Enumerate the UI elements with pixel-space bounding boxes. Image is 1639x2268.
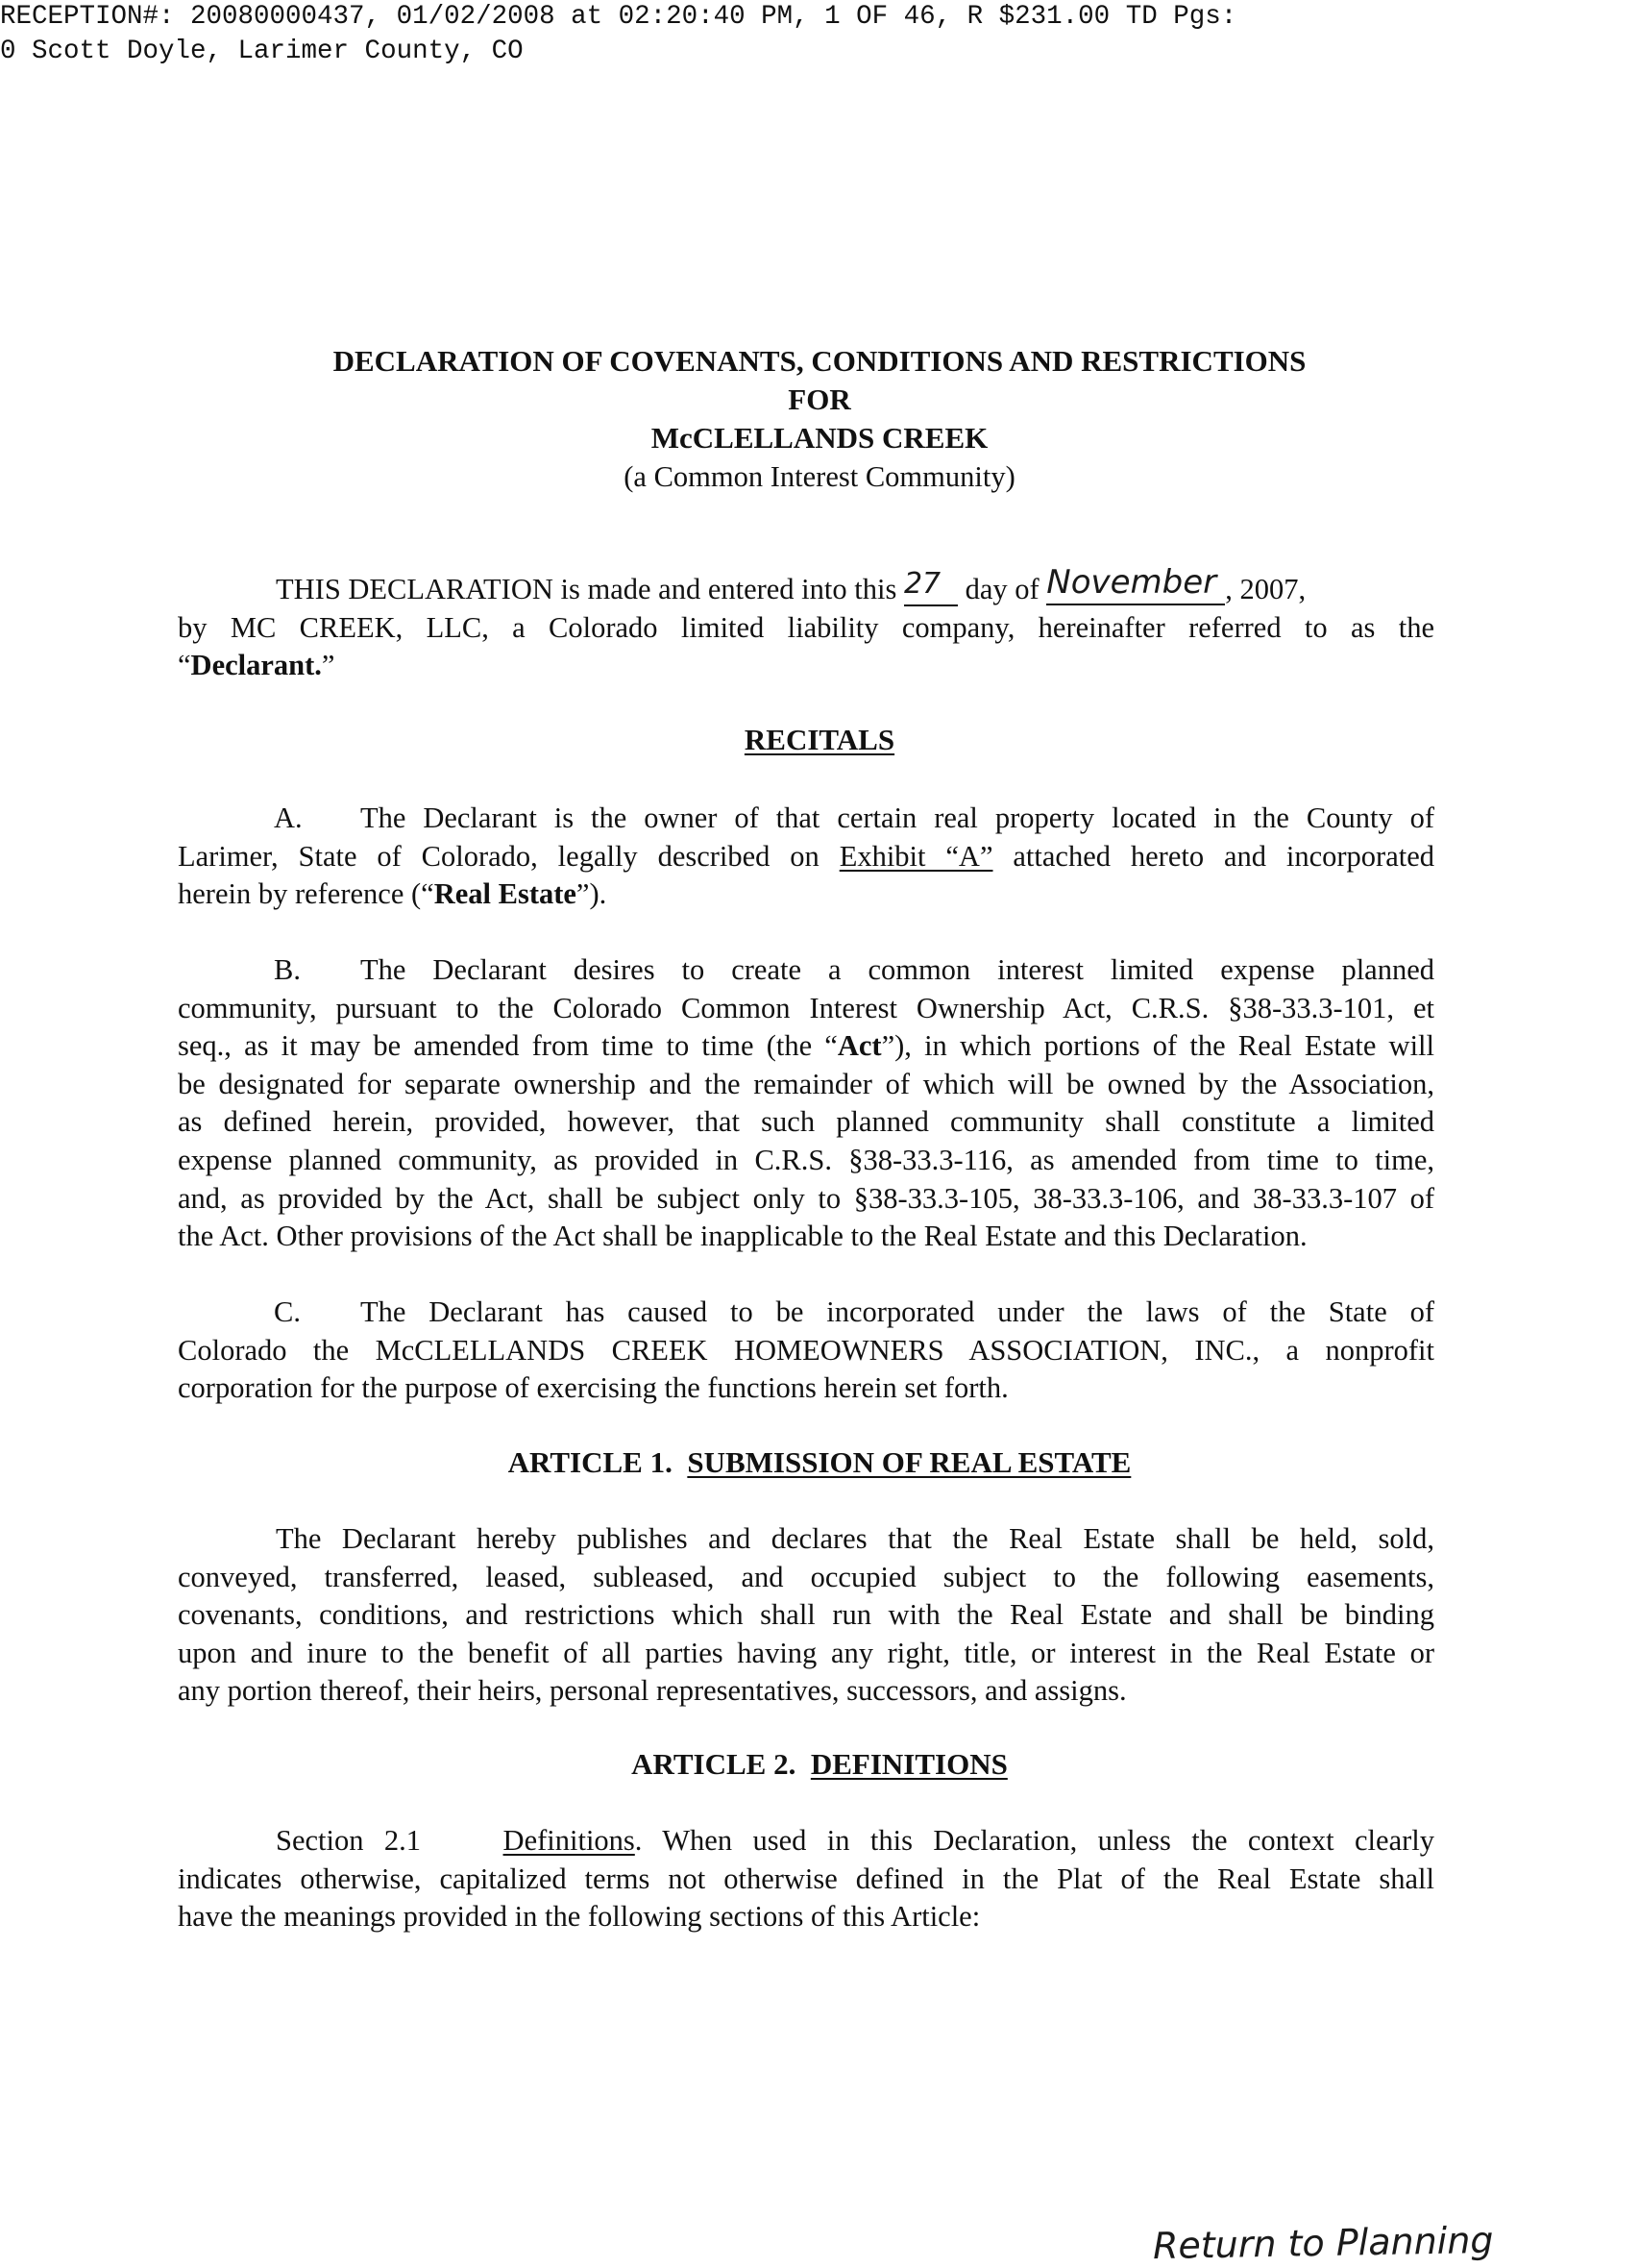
article-2-line-2: indicates otherwise, capitalized terms not otherwise defined in the Plat of the Real Estate shall: [178, 1861, 1434, 1895]
recital-a-line-3a: herein by reference (“: [178, 877, 434, 911]
article-1-line-3: covenants, conditions, and restrictions which shall run with the Real Estate and shall be binding: [178, 1598, 1434, 1632]
month-handwritten: November: [1046, 563, 1217, 602]
exhibit-a-reference: Exhibit “A”: [839, 839, 993, 873]
article-1-line-1: The Declarant hereby publishes and declares that the Real Estate shall be held, sold,: [276, 1522, 1434, 1555]
section-2-1-label: Section 2.1: [276, 1824, 421, 1857]
act-term: Act: [837, 1029, 882, 1063]
article-2-body: [178, 1822, 1434, 1936]
real-estate-term: Real Estate: [433, 877, 576, 911]
article-1-line-5: any portion thereof, their heirs, personal representatives, successors, and assigns.: [178, 1674, 1127, 1708]
recital-b-line-3a: seq., as it may be amended from time to time (the “: [178, 1029, 838, 1063]
title-line-3: McCLELLANDS CREEK: [650, 421, 989, 455]
recital-b-line-5: as defined herein, provided, however, that such planned community shall constitute a limited: [178, 1105, 1434, 1139]
declarant-term: Declarant.: [190, 649, 322, 682]
article-2-line-1: . When used in this Declaration, unless the context clearly: [634, 1824, 1434, 1857]
intro-text-3: , 2007,: [1225, 573, 1307, 605]
recital-b-line-6: expense planned community, as provided in C.R.S. §38-33.3-116, as amended from time to time,: [178, 1143, 1434, 1176]
day-handwritten: 27: [903, 567, 942, 601]
recital-b-line-2: community, pursuant to the Colorado Common Interest Ownership Act, C.R.S. §38-33.3-101, et: [178, 991, 1434, 1024]
recital-c-line-1: The Declarant has caused to be incorporated under the laws of the State of: [360, 1295, 1434, 1328]
recital-a-line-1: The Declarant is the owner of that certain real property located in the County of: [360, 801, 1434, 834]
article-2-line-3: have the meanings provided in the following sections of this Article:: [178, 1900, 981, 1934]
intro-line-2: by MC CREEK, LLC, a Colorado limited liability company, hereinafter referred to as the: [178, 610, 1434, 644]
recital-c-line-3: corporation for the purpose of exercising the functions herein set forth.: [178, 1371, 1009, 1405]
quote-open: “: [178, 649, 191, 682]
article-1-body: [178, 1520, 1434, 1711]
day-fill-blank: [903, 567, 958, 606]
article-2-title: DEFINITIONS: [810, 1747, 1008, 1781]
title-line-2: FOR: [788, 382, 851, 416]
recital-b-line-3b: ”), in which portions of the Real Estate will: [881, 1029, 1435, 1063]
recital-b-label: B.: [274, 953, 301, 986]
article-2-heading: [0, 1747, 1639, 1782]
intro-line-3: [178, 647, 1434, 685]
intro-text-1: THIS DECLARATION is made and entered into this: [276, 573, 897, 605]
recital-b-line-7: and, as provided by the Act, shall be subject only to §38-33.3-105, 38-33.3-106, and 38-33.3-107 of: [178, 1181, 1434, 1215]
article-1-heading: [0, 1445, 1639, 1480]
recital-c-label: C.: [274, 1295, 301, 1328]
recording-header-line-1: RECEPTION#: 20080000437, 01/02/2008 at 02:20:40 PM, 1 OF 46, R $231.00 TD Pgs:: [0, 2, 1237, 32]
recitals-heading: [0, 723, 1639, 757]
recital-b-line-1: The Declarant desires to create a common interest limited expense planned: [360, 953, 1434, 986]
article-1-title: SUBMISSION OF REAL ESTATE: [687, 1445, 1132, 1479]
section-2-1-title: Definitions: [502, 1824, 635, 1857]
recital-a-line-2b: attached hereto and incorporated: [1013, 839, 1435, 873]
quote-close: ”: [321, 649, 335, 682]
recital-b-line-4: be designated for separate ownership and the remainder of which will be owned by the Association,: [178, 1067, 1434, 1100]
month-fill-blank: [1046, 563, 1225, 605]
article-1-number: ARTICLE 1.: [507, 1445, 673, 1479]
recital-a: [178, 800, 1434, 914]
article-1-line-2: conveyed, transferred, leased, subleased, and occupied subject to the following easements,: [178, 1560, 1434, 1593]
title-line-1: DECLARATION OF COVENANTS, CONDITIONS AND RESTRICTIONS: [332, 344, 1307, 378]
recital-b: [178, 951, 1434, 1256]
recital-a-line-3b: ”).: [575, 877, 607, 911]
recital-c: [178, 1294, 1434, 1408]
title-subtitle: (a Common Interest Community): [624, 460, 1015, 493]
recitals-heading-text: RECITALS: [744, 723, 895, 756]
intro-text-2: day of: [965, 573, 1040, 605]
recording-header-line-2: 0 Scott Doyle, Larimer County, CO: [0, 37, 524, 66]
article-2-number: ARTICLE 2.: [631, 1747, 796, 1781]
recital-c-line-2: Colorado the McCLELLANDS CREEK HOMEOWNERS ASSOCIATION, INC., a nonprofit: [178, 1333, 1434, 1367]
recital-a-line-2a: Larimer, State of Colorado, legally described on: [178, 839, 820, 873]
intro-paragraph: [178, 563, 1434, 685]
recital-b-line-8: the Act. Other provisions of the Act shall be inapplicable to the Real Estate and this Declaration.: [178, 1220, 1308, 1253]
article-1-line-4: upon and inure to the benefit of all parties having any right, title, or interest in the Real Estate or: [178, 1636, 1434, 1669]
recital-a-label: A.: [274, 801, 303, 834]
handwritten-return-note: Return to Planning: [1152, 2218, 1494, 2268]
